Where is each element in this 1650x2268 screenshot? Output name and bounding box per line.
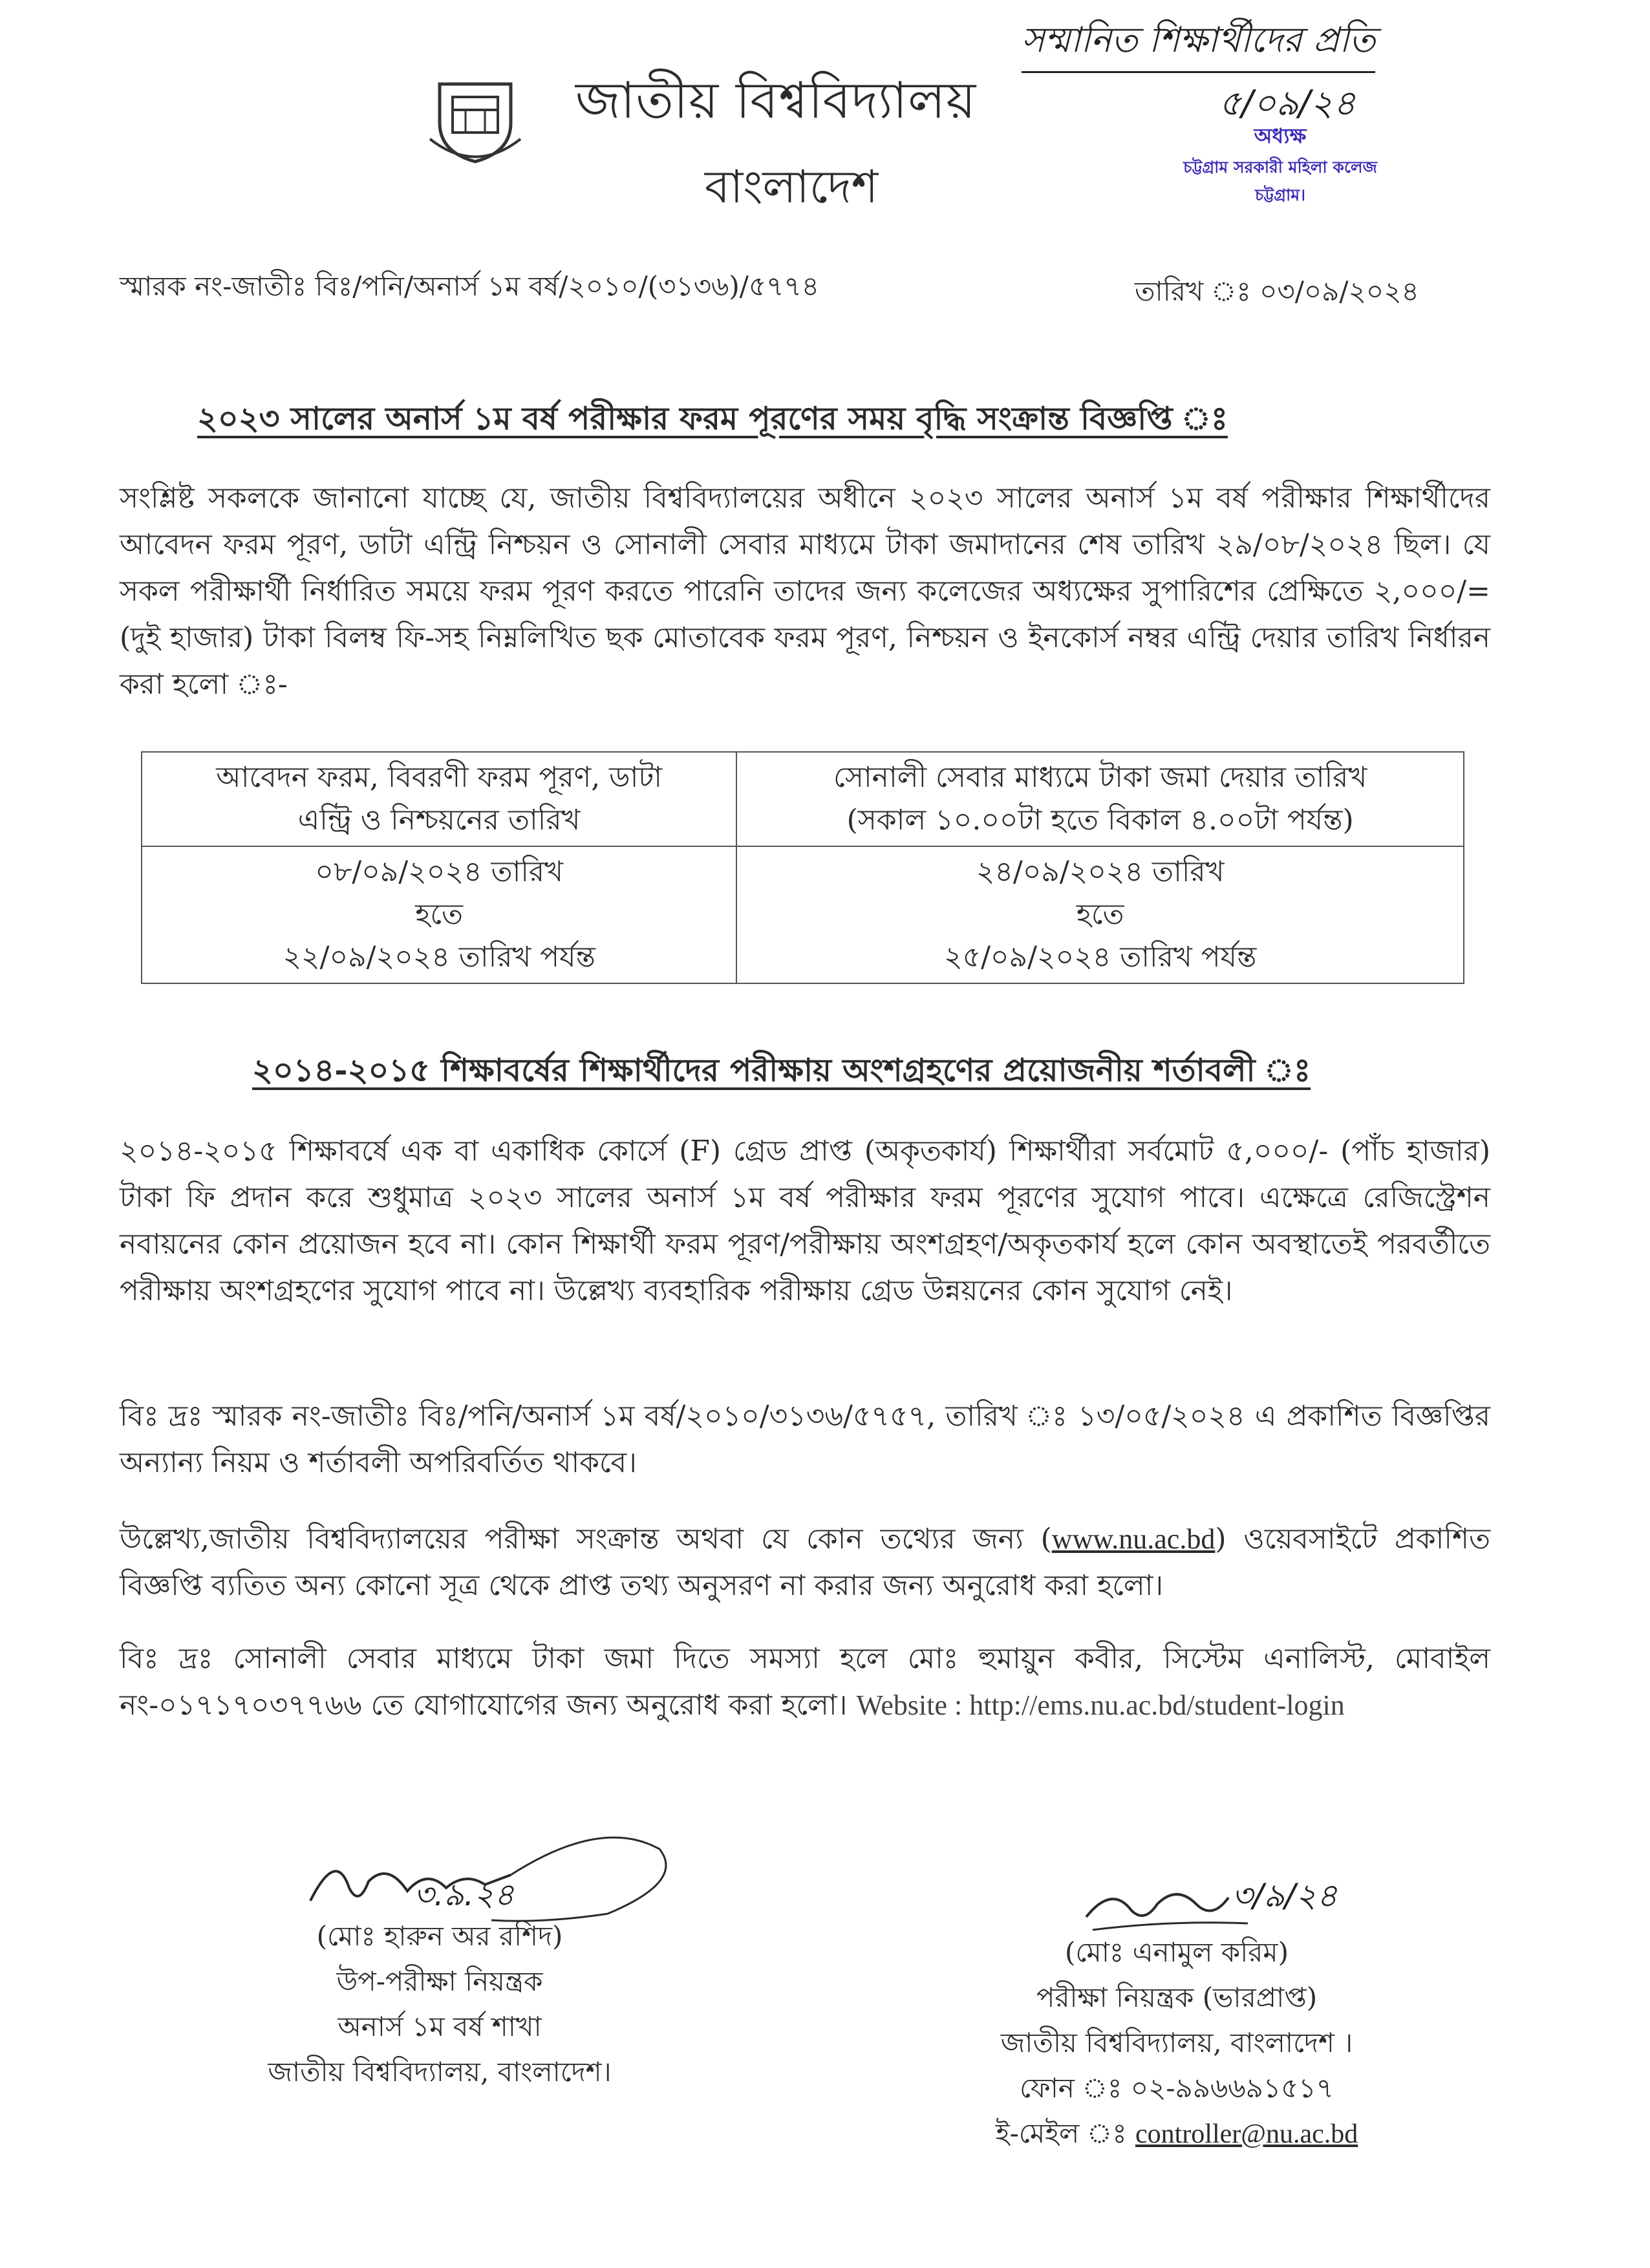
stamp-college: চট্টগ্রাম সরকারী মহিলা কলেজ [1183,158,1377,177]
right-signatory-email-line: ই-মেইল ঃ controller@nu.ac.bd [995,2117,1358,2149]
right-signatory-block [918,1930,1435,2157]
schedule-header-row [142,752,1464,846]
conditions-heading: ২০১৪-২০১৫ শিক্ষাবর্ষের শিক্ষার্থীদের পরীক্ষায় অংশগ্রহণের প্রয়োজনীয় শর্তাবলী ঃ [252,1051,1311,1089]
stamp-title: অধ্যক্ষ [1254,123,1307,148]
handwritten-note: সম্মানিত শিক্ষার্থীদের প্রতি [1022,13,1375,73]
website-link[interactable]: www.nu.ac.bd [1051,1523,1216,1555]
note-previous-notice: বিঃ দ্রঃ স্মারক নং-জাতীঃ বিঃ/পনি/অনার্স ১ম বর্ষ/২০১০/৩১৩৬/৫৭৫৭, তারিখ ঃ ১৩/০৫/২০২৪ এ প্রকাশিত বিজ্ঞপ্তির অন্যান্য নিয়ম ও শর্তাবলী অপরিবর্তিত থাকবে। [120,1400,1490,1479]
schedule-payment-dates: ২৪/০৯/২০২৪ তারিখ হতে ২৫/০৯/২০২৪ তারিখ পর্যন্ত [736,846,1464,983]
controller-email-link[interactable]: controller@nu.ac.bd [1135,2119,1358,2149]
notice-heading: ২০২৩ সালের অনার্স ১ম বর্ষ পরীক্ষার ফরম পূরণের সময় বৃদ্ধি সংক্রান্ত বিজ্ঞপ্তি ঃ [197,400,1228,437]
handwritten-date: ৫/০৯/২৪ [1219,83,1356,123]
schedule-header-payment: সোনালী সেবার মাধ্যমে টাকা জমা দেয়ার তারিখ (সকাল ১০.০০টা হতে বিকাল ৪.০০টা পর্যন্ত) [736,752,1464,846]
left-signatory-org: জাতীয় বিশ্ববিদ্যালয়, বাংলাদেশ। [268,2056,612,2088]
schedule-header-form: আবেদন ফরম, বিবরণী ফরম পূরণ, ডাটা এন্ট্রি ও নিশ্চয়নের তারিখ [142,752,736,846]
memo-ref: স্মারক নং-জাতীঃ বিঃ/পনি/অনার্স ১ম বর্ষ/২০১০/(৩১৩৬)/৫৭৭৪ [120,270,820,302]
schedule-table [141,751,1464,984]
right-signatory-phone: ফোন ঃ ০২-৯৯৬৬৯১৫১৭ [1020,2072,1334,2104]
schedule-date-row [142,846,1464,983]
stamp-city: চট্টগ্রাম। [1254,186,1306,204]
left-signatory-title: উপ-পরীক্ষা নিয়ন্ত্রক [336,1965,543,1997]
receipt-stamp [1138,120,1422,210]
note-official-website: উল্লেখ্য,জাতীয় বিশ্ববিদ্যালয়ের পরীক্ষা সংক্রান্ত অথবা যে কোন তথ্যের জন্য (www.nu.ac.bd) ওয়েবসাইটে প্রকাশিত বিজ্ঞপ্তি ব্যতিত অন্য কোনো সূত্র থেকে প্রাপ্ত তথ্য অনুসরণ না করার জন্য অনুরোধ করা হলো। [120,1523,1491,1602]
student-login-link[interactable]: Website : http://ems.nu.ac.bd/student-login [856,1689,1345,1721]
memo-date: তারিখ ঃ ০৩/০৯/২০২৪ [1135,275,1419,307]
right-signature-date: ৩/৯/২৪ [1232,1877,1338,1914]
left-signatory-branch: অনার্স ১ম বর্ষ শাখা [338,2011,542,2042]
university-name: জাতীয় বিশ্ববিদ্যালয় [575,72,977,130]
schedule-form-dates: ০৮/০৯/২০২৪ তারিখ হতে ২২/০৯/২০২৪ তারিখ পর্যন্ত [142,846,736,983]
right-signatory-title: পরীক্ষা নিয়ন্ত্রক (ভারপ্রাপ্ত) [1036,1982,1318,2013]
right-signatory-org: জাতীয় বিশ্ববিদ্যালয়, বাংলাদেশ । [1000,2027,1353,2059]
university-logo [427,78,524,165]
note-sonali-seba: বিঃ দ্রঃ সোনালী সেবার মাধ্যমে টাকা জমা দিতে সমস্যা হলে মোঃ হুমায়ুন কবীর, সিস্টেম এনালিস্ট, মোবাইল নং-০১৭১৭০৩৭৭৬৬ তে যোগাযোগের জন্য অনুরোধ করা হলো। Website : http://ems.nu.ac.bd/student-login [120,1642,1490,1722]
notice-body: সংশ্লিষ্ট সকলকে জানানো যাচ্ছে যে, জাতীয় বিশ্ববিদ্যালয়ের অধীনে ২০২৩ সালের অনার্স ১ম বর্ষ পরীক্ষার শিক্ষার্থীদের আবেদন ফরম পূরণ, ডাটা এন্ট্রি নিশ্চয়ন ও সোনালী সেবার মাধ্যমে টাকা জমাদানের শেষ তারিখ ২৯/০৮/২০২৪ ছিল। যে সকল পরীক্ষার্থী নির্ধারিত সময়ে ফরম পূরণ করতে পারেনি তাদের জন্য কলেজের অধ্যক্ষের সুপারিশের প্রেক্ষিতে ২,০০০/= (দুই হাজার) টাকা বিলম্ব ফি-সহ নিম্নলিখিত ছক মোতাবেক ফরম পূরণ, নিশ্চয়ন ও ইনকোর্স নম্বর এন্ট্রি দেয়ার তারিখ নির্ধারন করা হলো ঃ- [120,482,1490,701]
left-signatory-name: (মোঃ হারুন অর রশিদ) [316,1920,563,1952]
left-signatory-block [220,1914,659,2095]
right-signatory-name: (মোঃ এনামুল করিম) [1064,1936,1289,1968]
conditions-body: ২০১৪-২০১৫ শিক্ষাবর্ষে এক বা একাধিক কোর্সে (F) গ্রেড প্রাপ্ত (অকৃতকার্য) শিক্ষার্থীরা সর্বমোট ৫,০০০/- (পাঁচ হাজার) টাকা ফি প্রদান করে শুধুমাত্র ২০২৩ সালের অনার্স ১ম বর্ষ পরীক্ষার ফরম পূরণের সুযোগ পাবে। এক্ষেত্রে রেজিস্ট্রেশন নবায়নের কোন প্রয়োজন হবে না। কোন শিক্ষার্থী ফরম পূরণ/পরীক্ষায় অংশগ্রহণ/অকৃতকার্য হলে কোন অবস্থাতেই পরবর্তীতে পরীক্ষায় অংশগ্রহণের সুযোগ পাবে না। উল্লেখ্য ব্যবহারিক পরীক্ষায় গ্রেড উন্নয়নের কোন সুযোগ নেই। [120,1135,1490,1307]
left-signature-date: ৩.৯.২৪ [414,1877,515,1913]
country-name: বাংলাদেশ [705,160,879,213]
logo-emblem-icon [427,78,524,165]
